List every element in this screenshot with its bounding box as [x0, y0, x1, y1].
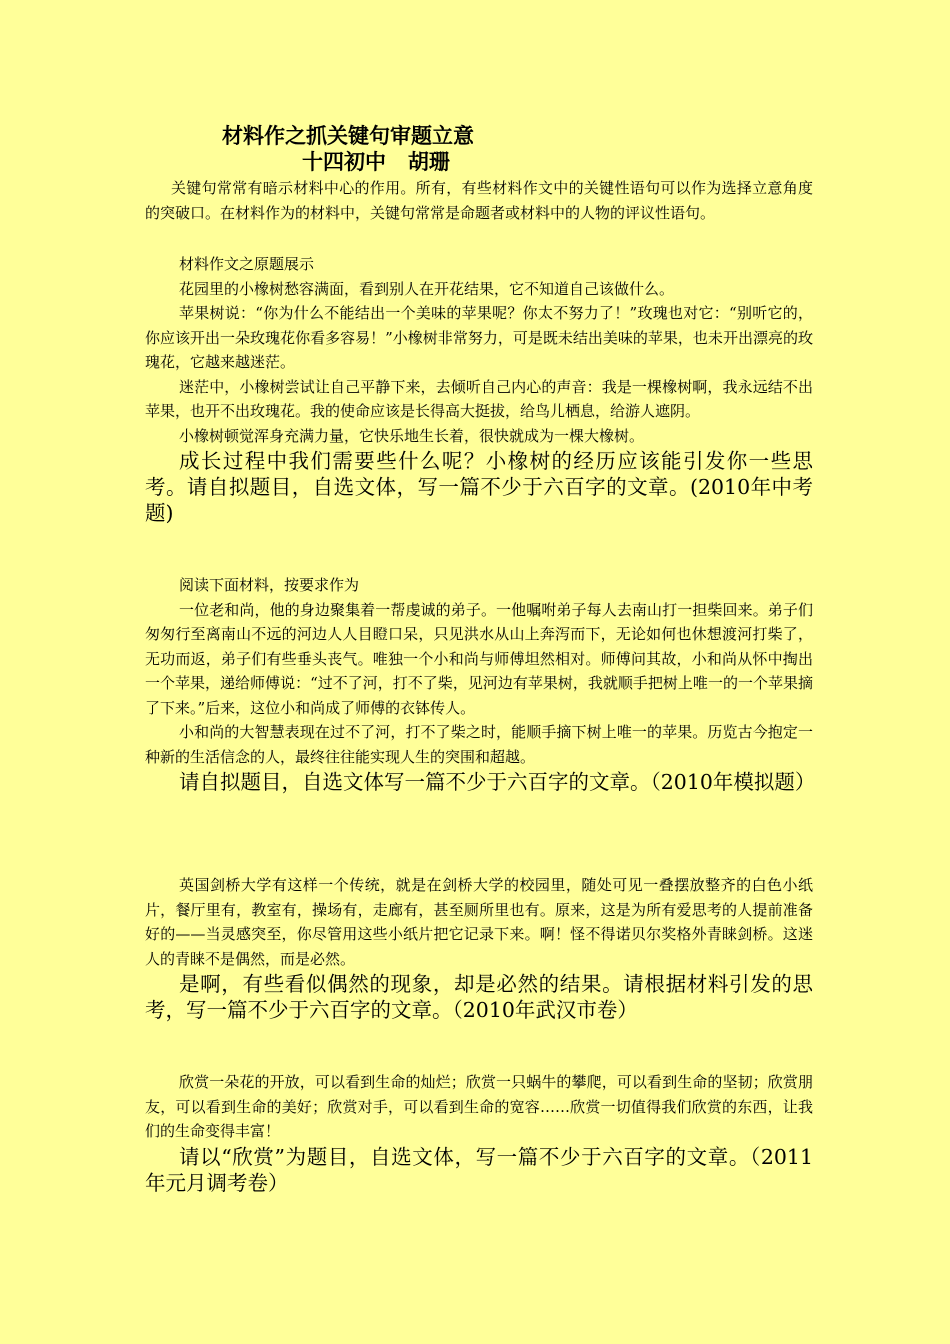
- section-3: [145, 873, 813, 1023]
- section-1-paragraph: 迷茫中，小橡树尝试让自己平静下来，去倾听自己内心的声音：我是一棵橡树啊，我永远结不出苹果，也开不出玫瑰花。我的使命应该是长得高大挺拔，给鸟儿栖息，给游人遮阴。: [145, 377, 813, 420]
- section-1-paragraph: 苹果树说：“你为什么不能结出一个美味的苹果呢？你太不努力了！”玫瑰也对它：“别听它的，你应该开出一朵玫瑰花你看多容易！”小橡树非常努力，可是既未结出美味的苹果，也未开出漂亮的玫瑰花，它越来越迷茫。: [145, 304, 813, 371]
- section-1-prompt: 成长过程中我们需要些什么呢？小橡树的经历应该能引发你一些思考。请自拟题目，自选文体，写一篇不少于六百字的文章。(2010年中考题): [145, 449, 813, 525]
- section-1: [145, 252, 813, 526]
- section-4-paragraph: 欣赏一朵花的开放，可以看到生命的灿烂；欣赏一只蜗牛的攀爬，可以看到生命的坚韧；欣赏朋友，可以看到生命的美好；欣赏对手，可以看到生命的宽容……欣赏一切值得我们欣赏的东西，让我们的生命变得丰富！: [145, 1073, 813, 1140]
- section-3-prompt: 是啊，有些看似偶然的现象，却是必然的结果。请根据材料引发的思考，写一篇不少于六百字的文章。（2010年武汉市卷）: [145, 972, 813, 1022]
- section-1-heading: 材料作文之原题展示: [179, 255, 315, 273]
- section-1-paragraph: 花园里的小橡树愁容满面，看到别人在开花结果，它不知道自己该做什么。: [179, 279, 675, 298]
- section-2-paragraph: 一位老和尚，他的身边聚集着一帮虔诚的弟子。一他嘱咐弟子每人去南山打一担柴回来。弟子们匆匆行至离南山不远的河边人人目瞪口呆，只见洪水从山上奔泻而下，无论如何也休想渡河打柴了，无功而返，弟子们有些垂头丧气。唯独一个小和尚与师傅坦然相对。师傅问其故，小和尚从怀中掏出一个苹果，递给师傅说：“过不了河，打不了柴，见河边有苹果树，我就顺手把树上唯一的一个苹果摘了下来。”后来，这位小和尚成了师傅的衣钵传人。: [145, 600, 813, 717]
- section-2-paragraph: 小和尚的大智慧表现在过不了河，打不了柴之时，能顺手摘下树上唯一的苹果。历览古今抱定一种新的生活信念的人，最终往往能实现人生的突围和超越。: [145, 723, 813, 766]
- section-2-prompt: 请自拟题目，自选文体写一篇不少于六百字的文章。（2010年模拟题）: [179, 770, 816, 794]
- author-byline: 十四初中 胡珊: [302, 149, 450, 174]
- intro-paragraph: 关键句常常有暗示材料中心的作用。所有，有些材料作文中的关键性语句可以作为选择立意角度的突破口。在材料作为的材料中，关键句常常是命题者或材料中的人物的评议性语句。: [145, 179, 813, 222]
- section-1-paragraph: 小橡树顿觉浑身充满力量，它快乐地生长着，很快就成为一棵大橡树。: [179, 426, 645, 445]
- section-3-paragraph: 英国剑桥大学有这样一个传统，就是在剑桥大学的校园里，随处可见一叠摆放整齐的白色小纸片，餐厅里有，教室有，操场有，走廊有，甚至厕所里也有。原来，这是为所有爱思考的人提前准备好的——当灵感突至，你尽管用这些小纸片把它记录下来。啊！怪不得诺贝尔奖格外青睐剑桥。这迷人的青睐不是偶然，而是必然。: [145, 876, 813, 968]
- section-4: [145, 1070, 813, 1196]
- section-2: [145, 573, 816, 795]
- page-title: 材料作之抓关键句审题立意: [222, 123, 474, 148]
- intro-block: [145, 176, 813, 225]
- section-2-heading: 阅读下面材料，按要求作为: [179, 576, 360, 594]
- section-4-prompt: 请以“欣赏”为题目，自选文体，写一篇不少于六百字的文章。（2011年元月调考卷）: [145, 1144, 813, 1195]
